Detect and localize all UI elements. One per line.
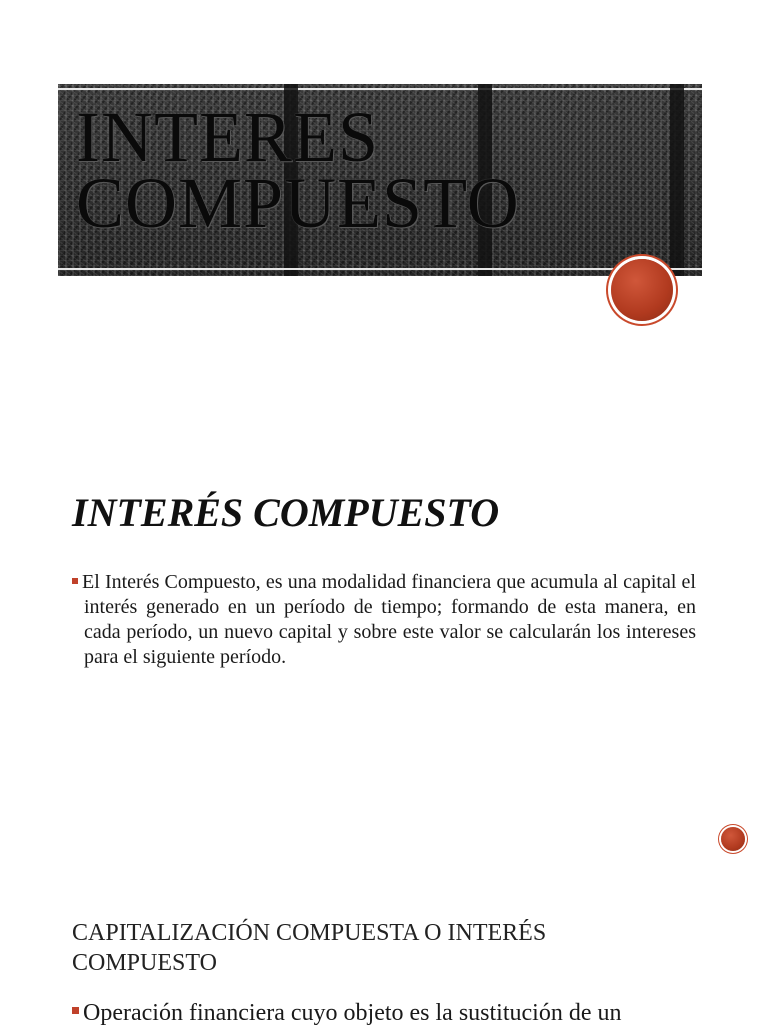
content-slide — [0, 400, 768, 870]
bullet-text: Operación financiera cuyo objeto es la sustitución de un — [83, 1000, 622, 1026]
bullet-text: El Interés Compuesto, es una modalidad financiera que acumula al capital el interés generado en un período de tiempo; formando de esta manera, en cada período, un nuevo capital y sobre este valor se calcularán los intereses para el siguiente período. — [82, 571, 696, 668]
square-bullet-icon — [72, 578, 78, 584]
slide-title-line-2: COMPUESTO — [76, 163, 520, 243]
banner-top-line — [58, 88, 702, 90]
banner-stripe — [670, 84, 684, 276]
bullet-item — [72, 570, 696, 670]
content-slide — [0, 870, 768, 1024]
bullet-list — [72, 570, 696, 670]
slide-heading: CAPITALIZACIÓN COMPUESTA O INTERÉS COMPUESTO — [72, 920, 547, 976]
banner-bottom-line — [58, 268, 702, 270]
title-slide — [0, 0, 768, 400]
title-banner — [58, 84, 702, 276]
accent-circle — [721, 827, 745, 851]
accent-circle — [611, 259, 673, 321]
slide-title-line-1: INTERES — [76, 97, 379, 177]
slide-heading: INTERÉS COMPUESTO — [72, 490, 500, 535]
square-bullet-icon — [72, 1007, 79, 1014]
slide-title — [76, 97, 520, 243]
